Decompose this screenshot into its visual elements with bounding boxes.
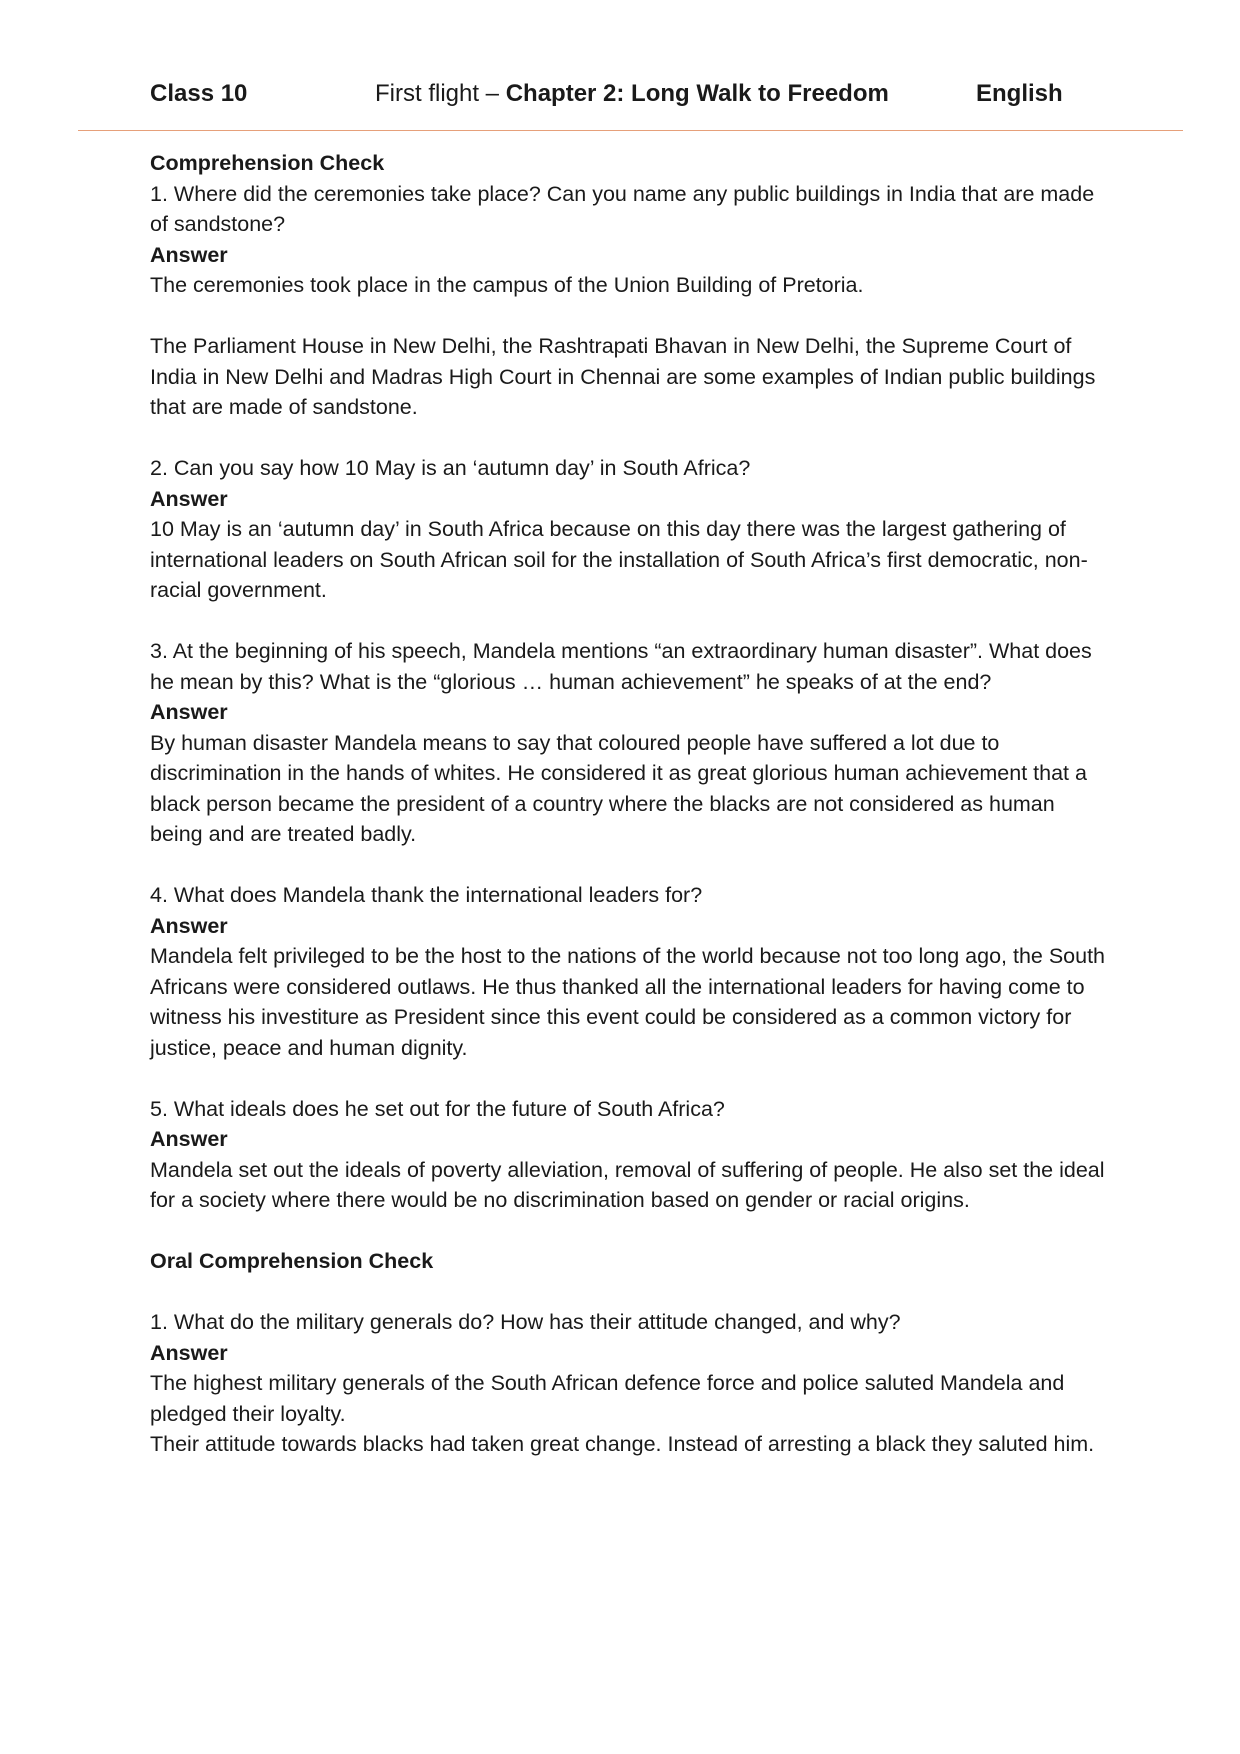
answer-label: Answer [150, 242, 228, 267]
oral-question-1: 1. What do the military generals do? How has their attitude changed, and why? [150, 1310, 901, 1334]
paragraph-gap [150, 850, 1110, 881]
answer-label: Answer [150, 913, 228, 938]
oral-answer-1-part-1: The highest military generals of the South African defence force and police saluted Mandela and pledged their loyalty. [150, 1371, 1065, 1426]
document-body [150, 148, 1110, 1460]
answer-2: 10 May is an ‘autumn day’ in South Africa because on this day there was the largest gathering of international leaders on South African soil for the installation of South Africa’s first democratic, non-racial government. [150, 517, 1088, 602]
answer-label: Answer [150, 1127, 228, 1151]
paragraph-gap [150, 423, 1110, 454]
question-3: 3. At the beginning of his speech, Mandela mentions “an extraordinary human disaster”. What does he mean by this? What is the “glorious … human achievement” he speaks of at the end? [150, 639, 1092, 694]
answer-label: Answer [150, 486, 228, 511]
paragraph-gap [150, 1063, 1110, 1094]
question-5: 5. What ideals does he set out for the future of South Africa? [150, 1096, 725, 1121]
answer-label: Answer [150, 700, 228, 724]
answer-1-part-2: The Parliament House in New Delhi, the Rashtrapati Bhavan in New Delhi, the Supreme Court of India in New Delhi and Madras High Court in Chennai are some examples of Indian public buildings that are made of sandstone. [150, 334, 1096, 419]
paragraph-gap [150, 1277, 1110, 1308]
book-chapter-title [375, 74, 889, 114]
answer-1-part-1: The ceremonies took place in the campus of the Union Building of Pretoria. [150, 273, 864, 297]
book-name: First flight – [375, 80, 506, 107]
paragraph-gap [150, 1216, 1110, 1247]
header-divider [78, 130, 1183, 131]
question-2: 2. Can you say how 10 May is an ‘autumn day’ in South Africa? [150, 456, 751, 480]
chapter-title: Chapter 2: Long Walk to Freedom [505, 80, 889, 107]
paragraph-gap [150, 301, 1110, 332]
oral-answer-1-part-2: Their attitude towards blacks had taken great change. Instead of arresting a black they saluted him. [150, 1432, 1095, 1456]
question-4: 4. What does Mandela thank the international leaders for? [150, 883, 703, 907]
page-header [0, 74, 1240, 114]
subject-label: English [976, 80, 1063, 107]
class-label: Class 10 [150, 80, 248, 107]
paragraph-gap [150, 606, 1110, 637]
section-heading-oral: Oral Comprehension Check [150, 1249, 434, 1273]
question-1: 1. Where did the ceremonies take place? Can you name any public buildings in India that are made of sandstone? [150, 181, 1095, 236]
answer-label: Answer [150, 1340, 228, 1365]
section-heading-comprehension: Comprehension Check [150, 151, 385, 175]
answer-4: Mandela felt privileged to be the host to the nations of the world because not too long ago, the South Africans were considered outlaws. He thus thanked all the international leaders for having come to witness his investiture as President since this event could be considered as a common victory for justice, peace and human dignity. [150, 944, 1106, 1060]
answer-3: By human disaster Mandela means to say that coloured people have suffered a lot due to discrimination in the hands of whites. He considered it as great glorious human achievement that a black person became the president of a country where the blacks are not considered as human being and are treated badly. [150, 730, 1087, 846]
answer-5: Mandela set out the ideals of poverty alleviation, removal of suffering of people. He also set the ideal for a society where there would be no discrimination based on gender or racial origins. [150, 1157, 1105, 1212]
